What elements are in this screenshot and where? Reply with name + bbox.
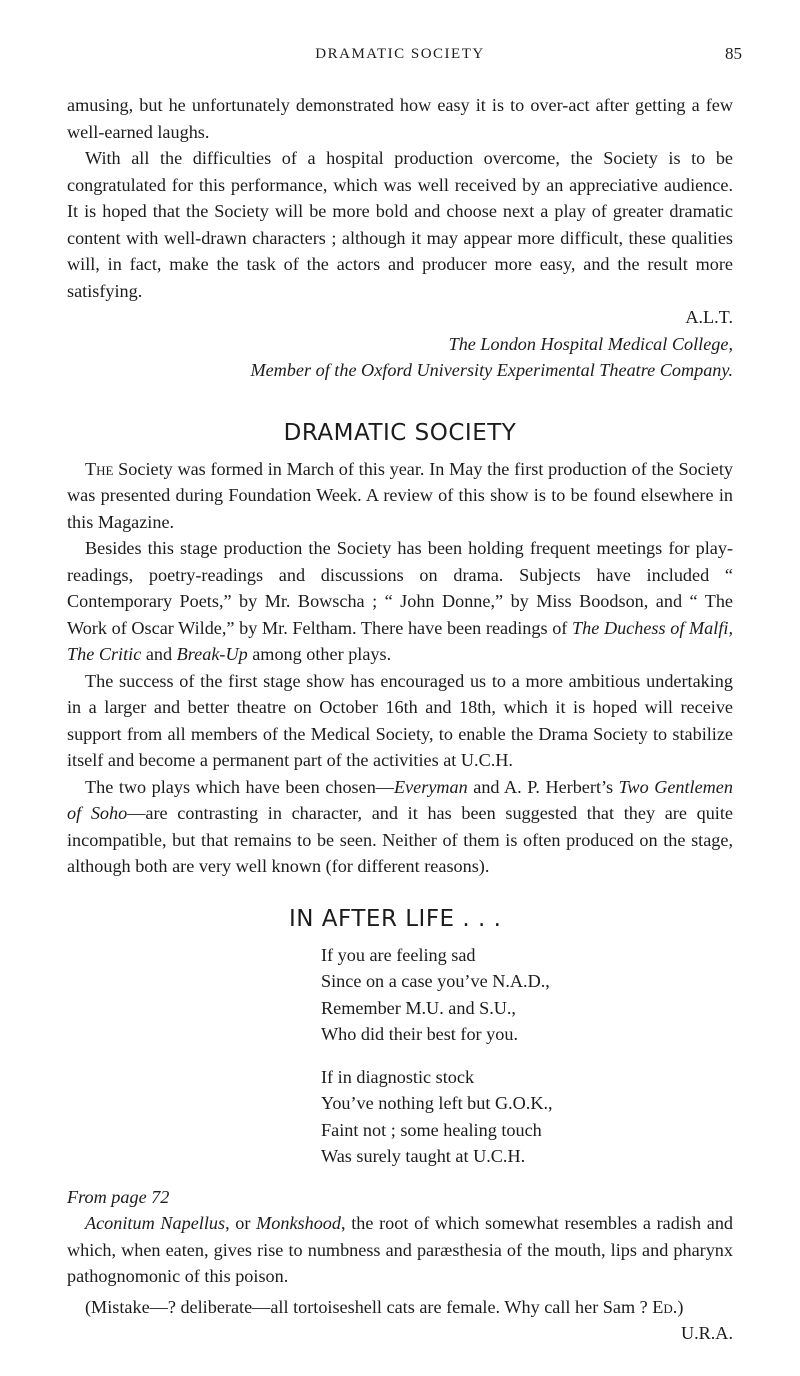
poem-line: Who did their best for you.: [321, 1024, 518, 1044]
review-paragraph-2: With all the difficulties of a hospital production overcome, the Society is to be congratulated for this performance, which was well received by an appreciative audience. It is hoped that the Society will be more bold and choose next a play of greater dramatic content with well-drawn characters ; although it may appear more difficult, these qualities will, in fact, make the task of the actors and producer more easy, and the result more satisfying.: [67, 148, 733, 301]
poem: [67, 942, 733, 1170]
poem-line: Since on a case you’ve N.A.D.,: [321, 971, 550, 991]
paragraph-text: among other plays.: [247, 644, 392, 664]
paragraph-text: (Mistake—? deliberate—all tortoiseshell cats are female. Why call her Sam ?: [85, 1296, 653, 1317]
society-paragraph-3: The success of the first stage show has encouraged us to a more ambitious undertaking in a larger and better theatre on October 16th and 18th, which it is hoped will receive support from all members of the Medical Society, to enable the Drama Society to stabilize itself and become a permanent part of the activities at U.C.H.: [67, 670, 733, 770]
editor-mark: Ed: [652, 1296, 673, 1317]
poem-line: You’ve nothing left but G.O.K.,: [321, 1093, 553, 1113]
running-title: DRAMATIC SOCIETY: [315, 46, 485, 62]
common-term: Monkshood: [256, 1213, 341, 1233]
footnote-note: [67, 1294, 733, 1321]
poem-line: Was surely taught at U.C.H.: [321, 1146, 526, 1166]
poem-line: Faint not ; some healing touch: [321, 1119, 542, 1140]
poem-line: Remember M.U. and S.U.,: [321, 997, 516, 1018]
society-paragraph-4: [67, 774, 733, 880]
society-paragraph-2: [67, 535, 733, 668]
page-number: 85: [725, 44, 742, 63]
paragraph-text: and A. P. Herbert’s: [467, 776, 619, 797]
footnote-signature: U.R.A.: [680, 1323, 733, 1343]
paragraph-text: Besides this stage production the Society has been holding frequent meetings for play-readings, poetry-readings and discussions on drama. Subjects have included “ Contemporary Poets,” by Mr. Bowscha ; “ John Donne,” by Miss Boodson, and “ The Work of Oscar Wilde,” by Mr. Feltham. There have been readings of: [67, 538, 733, 638]
play-title: Everyman: [393, 776, 468, 797]
stanza-break: [321, 1048, 733, 1064]
paragraph-text: —are contrasting in character, and it has been suggested that they are quite incompatible, but that remains to be seen. Neither of them is often produced on the stage, although both are very well known (for different reasons).: [67, 803, 733, 876]
from-page-reference: From page 72: [67, 1186, 170, 1207]
paragraph-text: , the root of which somewhat resembles a radish and which, when eaten, gives rise to numbness and paræsthesia of the mouth, lips and pharynx pathognomonic of this poison.: [67, 1213, 734, 1286]
play-title: The Duchess of Malfi, The Critic: [67, 617, 733, 664]
poem-line: If you are feeling sad: [321, 944, 476, 965]
paragraph-text: The two plays which have been chosen—: [85, 776, 394, 797]
society-paragraph-1: [67, 456, 733, 536]
section-heading-in-after-life: IN AFTER LIFE . . .: [289, 905, 502, 932]
section-heading-dramatic-society: DRAMATIC SOCIETY: [283, 419, 517, 446]
footnote-definition: [67, 1210, 733, 1290]
review-signature: A.L.T.: [685, 307, 733, 327]
paragraph-text: .): [672, 1296, 684, 1317]
paragraph-text: and: [141, 644, 177, 664]
paragraph-text: , or: [225, 1213, 257, 1233]
paragraph-text: Society was formed in March of this year. In May the first production of the Society was presented during Foundation Week. A review of this show is to be found elsewhere in this Magazine.: [67, 458, 733, 532]
latin-term: Aconitum Napellus: [85, 1213, 226, 1233]
lead-word: The: [85, 458, 114, 479]
play-title: Break-Up: [176, 644, 248, 664]
poem-line: If in diagnostic stock: [321, 1066, 475, 1087]
review-affiliation-2: Member of the Oxford University Experimental Theatre Company.: [250, 360, 733, 380]
review-affiliation-1: The London Hospital Medical College,: [448, 333, 733, 354]
play-title: Two Gentlemen of Soho: [67, 776, 733, 823]
review-paragraph-1: amusing, but he unfortunately demonstrated how easy it is to over-act after getting a few well-earned laughs.: [67, 95, 733, 142]
page-body: [67, 92, 733, 1347]
